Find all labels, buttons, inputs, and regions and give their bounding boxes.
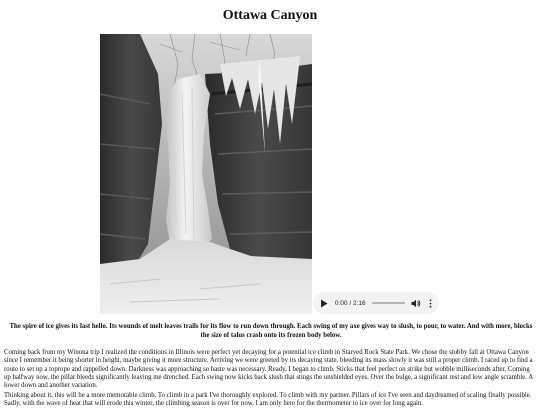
page-title: Ottawa Canyon	[222, 8, 318, 23]
body-paragraph-2: Thinking about it, this will be a more memorable climb. To climb in a park I've thoroughly explored. To climb with my partner. Pillars of ice I've seen and daydreamed of scaling finally possible. Sadly, with the wave of heat that will erode this winter, the climbing season is over for now. I am only here for the thermometer to ice over for long again.	[4, 392, 532, 408]
audio-duration: 2:16	[352, 299, 366, 307]
more-vert-icon[interactable]	[427, 298, 433, 308]
volume-icon[interactable]	[411, 298, 421, 308]
audio-current-time: 0:00	[334, 299, 348, 307]
play-icon[interactable]	[319, 298, 329, 308]
body-paragraph-1: Coming back from my Winona trip I realized the conditions in Illinois were perfect yet decaying for a potential ice climb in Starved Rock State Park. We chose the stubby fall at Ottawa Canyon since I remember it being shorter in height, maybe giving it more structure. Arriving we were greeted by its decaying state, bleeding its mass slowly it was still a proper climb. I raced up to find a route to set up a toprope and rappelled down. Darkness was approaching so haste was necessary. Ready, I began to climb. Sticks that feel perfect on strike but wobble milliseconds after. Coming up halfway now, the pillar bleeds significantly leaving me drenched. Each swing now kicks back slush that stings the unshielded eyes. Over the bulge, a significant rest and low angle scramble. A lower down and another variation.	[4, 349, 533, 390]
audio-time	[335, 300, 366, 307]
photo-caption: The spire of ice gives its last hello. Its wounds of melt leaves trails for its flow to run down through. Each swing of my axe gives way to slush, to pour, to water. And with more, blocks the size of talus crash onto its frozen body below.	[9, 323, 533, 339]
audio-progress-slider[interactable]	[372, 302, 406, 304]
audio-time-separator: /	[347, 299, 353, 307]
frozen-waterfall-photo	[100, 34, 312, 314]
audio-player[interactable]	[313, 292, 439, 314]
